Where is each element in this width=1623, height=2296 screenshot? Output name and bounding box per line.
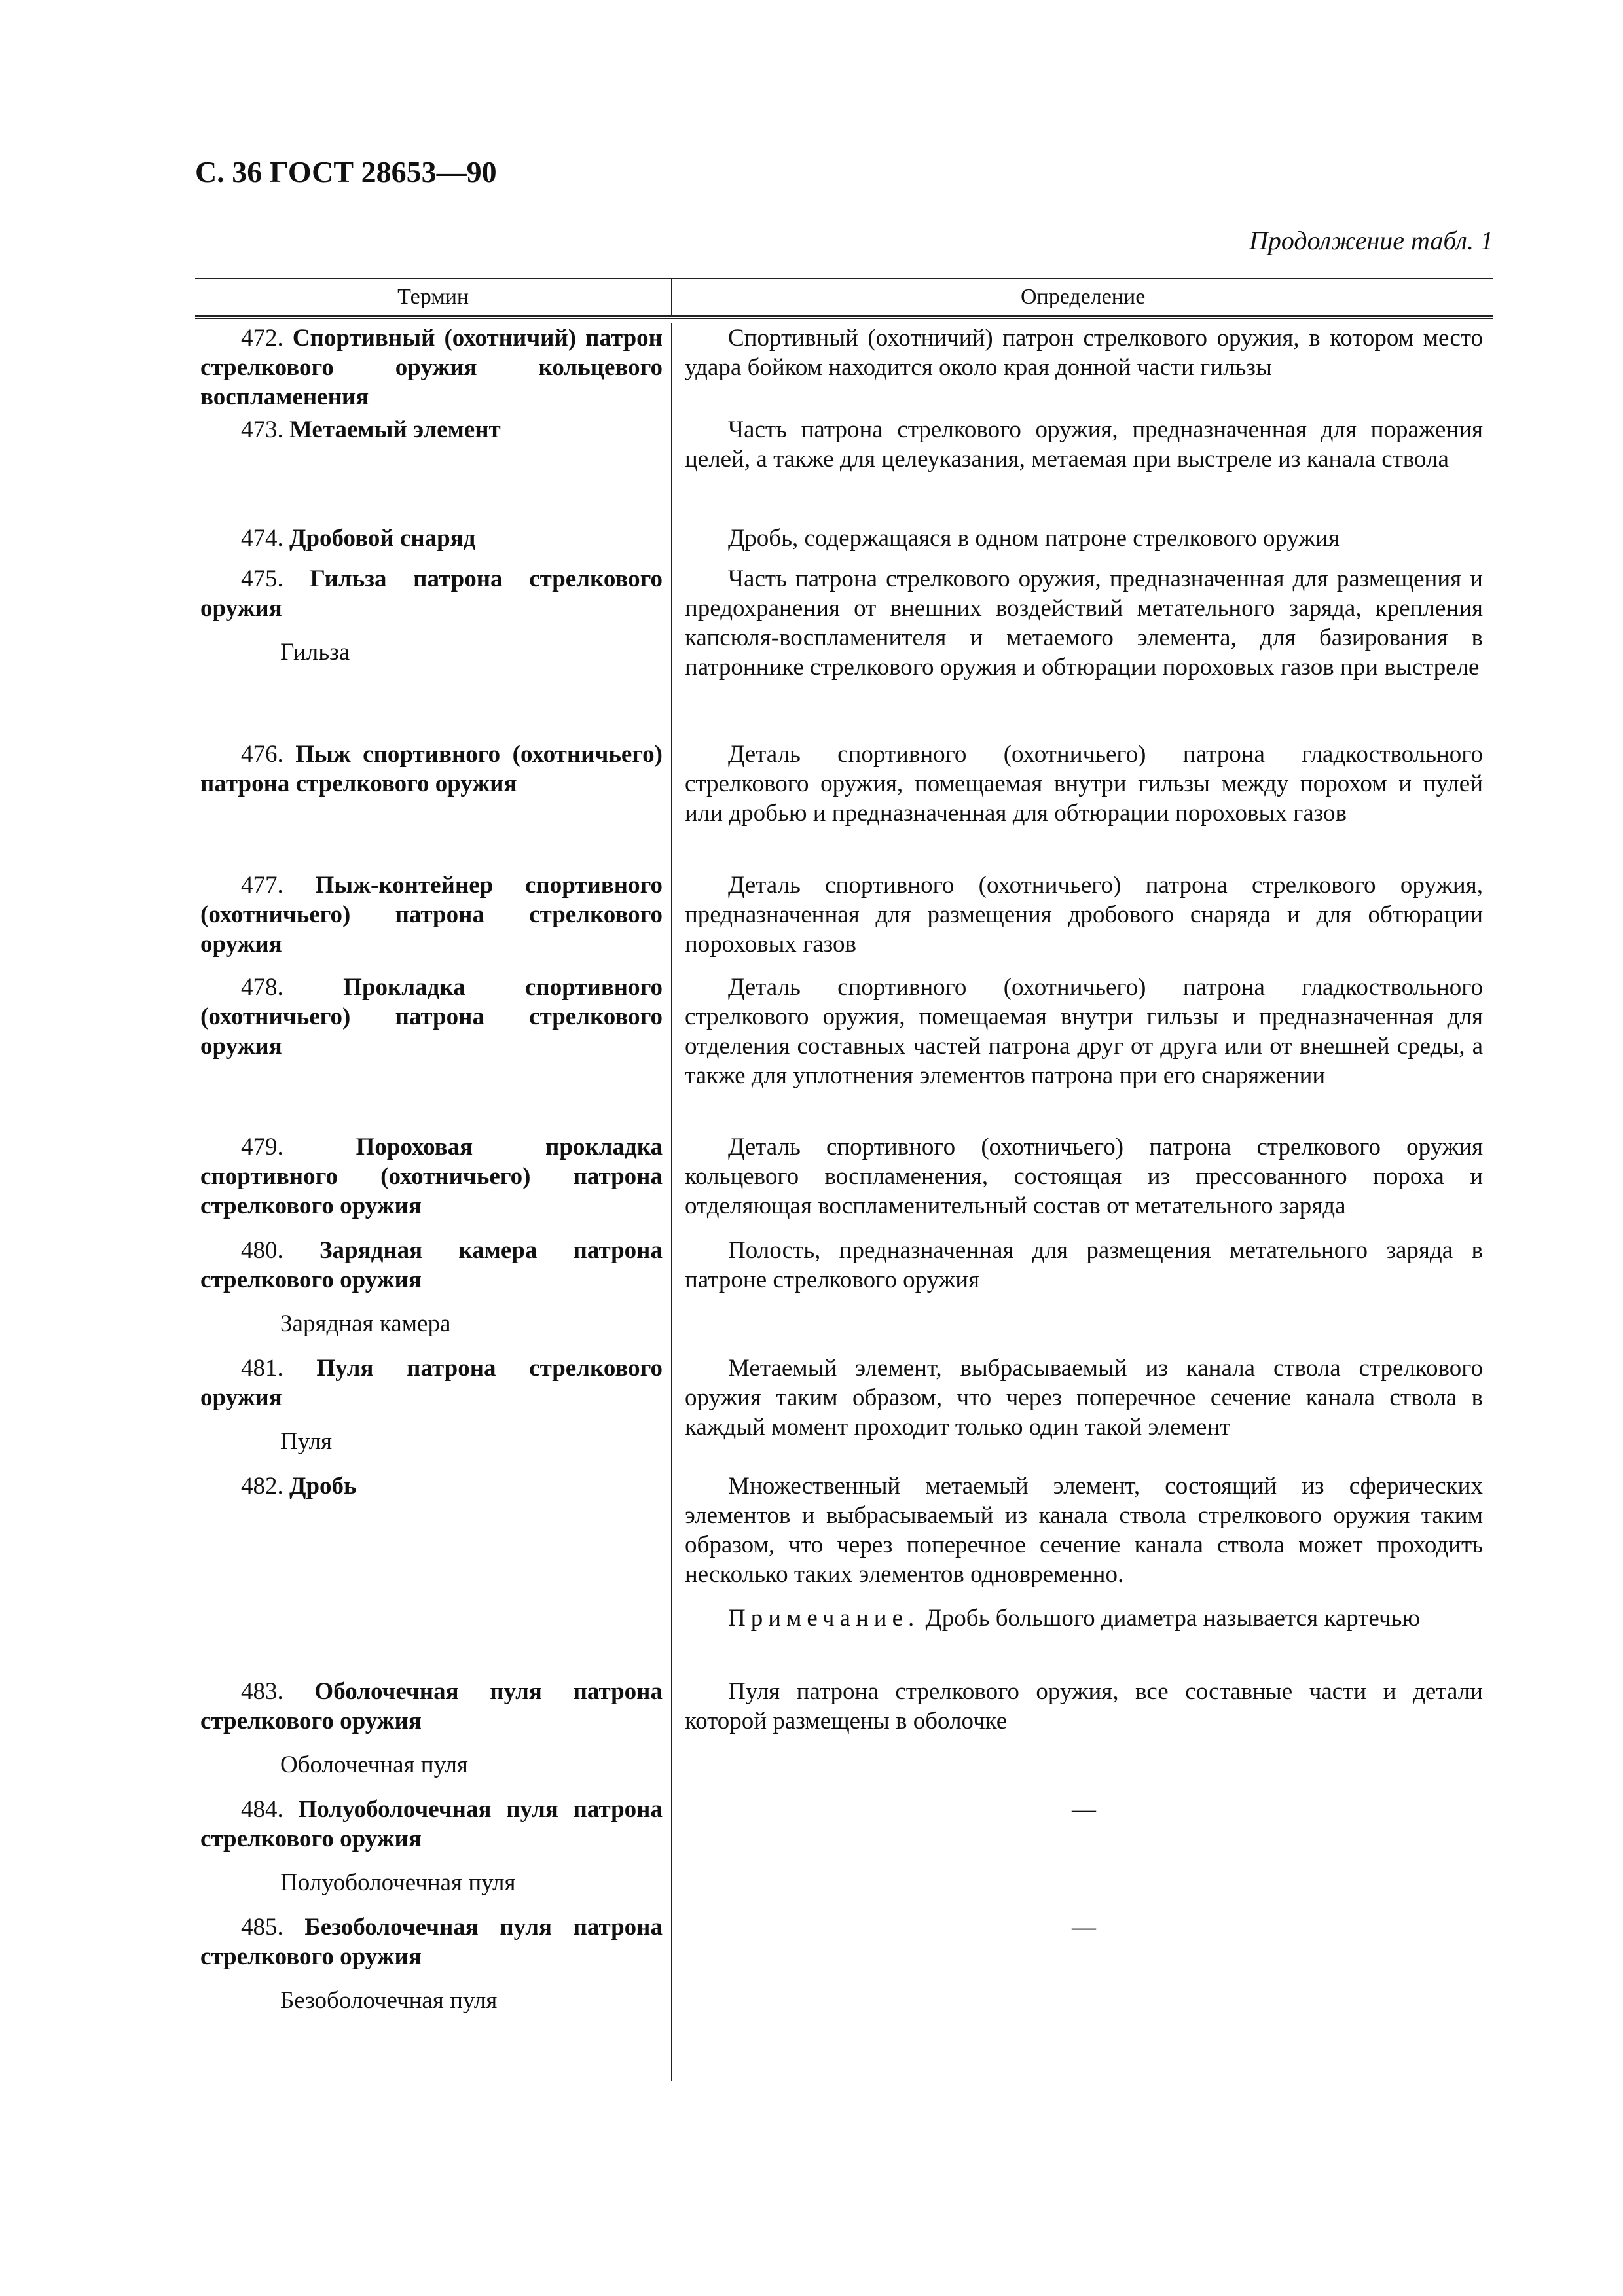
term-cell xyxy=(195,323,672,415)
definition-cell xyxy=(672,524,1493,564)
term-cell xyxy=(195,1795,672,1912)
short-term: Пуля xyxy=(280,1428,333,1455)
term-cell xyxy=(195,1236,672,1354)
table-header xyxy=(195,278,1493,319)
short-term: Зарядная камера xyxy=(280,1310,451,1337)
term-number: 476. xyxy=(241,741,283,768)
table-row xyxy=(195,1677,1493,1795)
table-row xyxy=(195,740,1493,870)
term-name: Зарядная камера патрона стрелкового оружия xyxy=(200,1237,663,1293)
table-row xyxy=(195,1471,1493,1677)
table-row xyxy=(195,415,1493,524)
term-cell xyxy=(195,1677,672,1795)
table-row xyxy=(195,564,1493,740)
table-row xyxy=(195,1795,1493,1912)
term-number: 481. xyxy=(241,1355,283,1382)
column-header-term: Термин xyxy=(195,279,672,315)
definition-cell xyxy=(672,973,1493,1132)
column-header-definition: Определение xyxy=(1020,285,1146,309)
term-name: Полуоболочечная пуля патрона стрелкового оружия xyxy=(200,1796,663,1852)
table-row xyxy=(195,973,1493,1132)
definition-text: Деталь спортивного (охотничьего) патрона гладкоствольного стрелкового оружия, помещаемая внутри гильзы и предназначенная для отделения составных частей патрона друг от друга или от внешней среды, а также для уплотнения элементов патрона при его снаряжении xyxy=(685,974,1483,1089)
term-number: 474. xyxy=(241,525,283,552)
definition-dash: — xyxy=(1072,1914,1096,1941)
term-name: Метаемый элемент xyxy=(289,416,501,443)
definition-cell xyxy=(672,415,1493,524)
term-name: Дробь xyxy=(289,1473,357,1499)
definition-text: Часть патрона стрелкового оружия, предназначенная для поражения целей, а также для целеуказания, метаемая при выстреле из канала ствола xyxy=(685,416,1483,473)
term-cell xyxy=(195,564,672,740)
terms-table xyxy=(195,278,1493,2024)
term-cell xyxy=(195,1912,672,2024)
term-number: 472. xyxy=(241,325,283,351)
definition-text: Множественный метаемый элемент, состоящий из сферических элементов и выбрасываемый из канала ствола стрелкового оружия таким образом, что через поперечное сечение канала ствола может проходить несколько таких элементов одновременно. xyxy=(685,1473,1483,1588)
definition-cell xyxy=(672,870,1493,973)
definition-text: Деталь спортивного (охотничьего) патрона гладкоствольного стрелкового оружия, помещаемая внутри гильзы между порохом и пулей или дробью и предназначенная для обтюрации пороховых газов xyxy=(685,741,1483,827)
short-term: Оболочечная пуля xyxy=(280,1751,468,1778)
table-continuation-label: Продолжение табл. 1 xyxy=(1249,226,1493,255)
table-body xyxy=(195,323,1493,2024)
definition-text: Полость, предназначенная для размещения метательного заряда в патроне стрелкового оружия xyxy=(685,1237,1483,1293)
term-name: Безоболочечная пуля патрона стрелкового оружия xyxy=(200,1914,663,1970)
term-number: 480. xyxy=(241,1237,283,1264)
definition-cell xyxy=(672,1132,1493,1236)
definition-text: Пуля патрона стрелкового оружия, все составные части и детали которой размещены в оболочке xyxy=(685,1678,1483,1734)
term-cell xyxy=(195,1354,672,1471)
term-name: Пыж спортивного (охотничьего) патрона стрелкового оружия xyxy=(200,741,663,797)
term-name: Пуля патрона стрелкового оружия xyxy=(200,1355,663,1411)
term-number: 484. xyxy=(241,1796,283,1823)
short-term: Безоболочечная пуля xyxy=(280,1987,498,2014)
term-number: 479. xyxy=(241,1134,283,1160)
term-name: Спортивный (охотничий) патрон стрелкового оружия кольцевого воспламенения xyxy=(200,325,663,410)
note-label: Примечание. xyxy=(728,1605,920,1632)
definition-cell xyxy=(672,1912,1493,2024)
definition-cell xyxy=(672,1795,1493,1912)
term-number: 478. xyxy=(241,974,283,1001)
definition-text: Деталь спортивного (охотничьего) патрона стрелкового оружия, предназначенная для размещения дробового снаряда и для обтюрации пороховых газов xyxy=(685,872,1483,958)
definition-text: Деталь спортивного (охотничьего) патрона стрелкового оружия кольцевого воспламенения, состоящая из прессованного пороха и отделяющая воспламенительный состав от метательного заряда xyxy=(685,1134,1483,1219)
term-name: Прокладка спортивного (охотничьего) патрона стрелкового оружия xyxy=(200,974,663,1060)
definition-dash: — xyxy=(1072,1796,1096,1823)
table-row xyxy=(195,1236,1493,1354)
definition-cell xyxy=(672,564,1493,740)
note-text: Дробь большого диаметра называется картечью xyxy=(919,1605,1421,1632)
page-header: С. 36 ГОСТ 28653—90 xyxy=(195,155,497,188)
term-cell xyxy=(195,524,672,564)
definition-text: Часть патрона стрелкового оружия, предназначенная для размещения и предохранения от внешних воздействий метательного заряда, крепления капсюля-воспламенителя и метаемого элемента, для базирования в патроннике стрелкового оружия и обтюрации пороховых газов при выстреле xyxy=(685,565,1483,681)
definition-text: Метаемый элемент, выбрасываемый из канала ствола стрелкового оружия таким образом, что через поперечное сечение канала ствола в каждый момент проходит только один такой элемент xyxy=(685,1355,1483,1441)
short-term: Гильза xyxy=(280,639,350,666)
definition-note xyxy=(685,1604,1483,1633)
table-row xyxy=(195,1912,1493,2024)
definition-cell xyxy=(672,1677,1493,1795)
term-number: 482. xyxy=(241,1473,283,1499)
term-cell xyxy=(195,870,672,973)
term-name: Пыж-контейнер спортивного (охотничьего) патрона стрелкового оружия xyxy=(200,872,663,958)
table-row xyxy=(195,1132,1493,1236)
term-name: Дробовой снаряд xyxy=(289,525,476,552)
table-row xyxy=(195,1354,1493,1471)
definition-cell xyxy=(672,1236,1493,1354)
term-number: 475. xyxy=(241,565,283,592)
short-term: Полуоболочечная пуля xyxy=(280,1869,516,1896)
table-row xyxy=(195,870,1493,973)
definition-text: Спортивный (охотничий) патрон стрелкового оружия, в котором место удара бойком находится около края донной части гильзы xyxy=(685,325,1483,381)
table-row xyxy=(195,524,1493,564)
term-cell xyxy=(195,1132,672,1236)
term-cell xyxy=(195,973,672,1132)
term-cell xyxy=(195,415,672,524)
term-name: Оболочечная пуля патрона стрелкового оружия xyxy=(200,1678,663,1734)
definition-cell xyxy=(672,1354,1493,1471)
term-number: 473. xyxy=(241,416,283,443)
term-cell xyxy=(195,1471,672,1677)
term-name: Гильза патрона стрелкового оружия xyxy=(200,565,663,622)
definition-cell xyxy=(672,323,1493,415)
definition-cell xyxy=(672,1471,1493,1677)
definition-text: Дробь, содержащаяся в одном патроне стрелкового оружия xyxy=(728,525,1340,552)
term-number: 485. xyxy=(241,1914,283,1941)
term-number: 477. xyxy=(241,872,283,899)
definition-cell xyxy=(672,740,1493,870)
term-number: 483. xyxy=(241,1678,283,1705)
term-cell xyxy=(195,740,672,870)
table-row xyxy=(195,323,1493,415)
term-name: Пороховая прокладка спортивного (охотничьего) патрона стрелкового оружия xyxy=(200,1134,663,1219)
